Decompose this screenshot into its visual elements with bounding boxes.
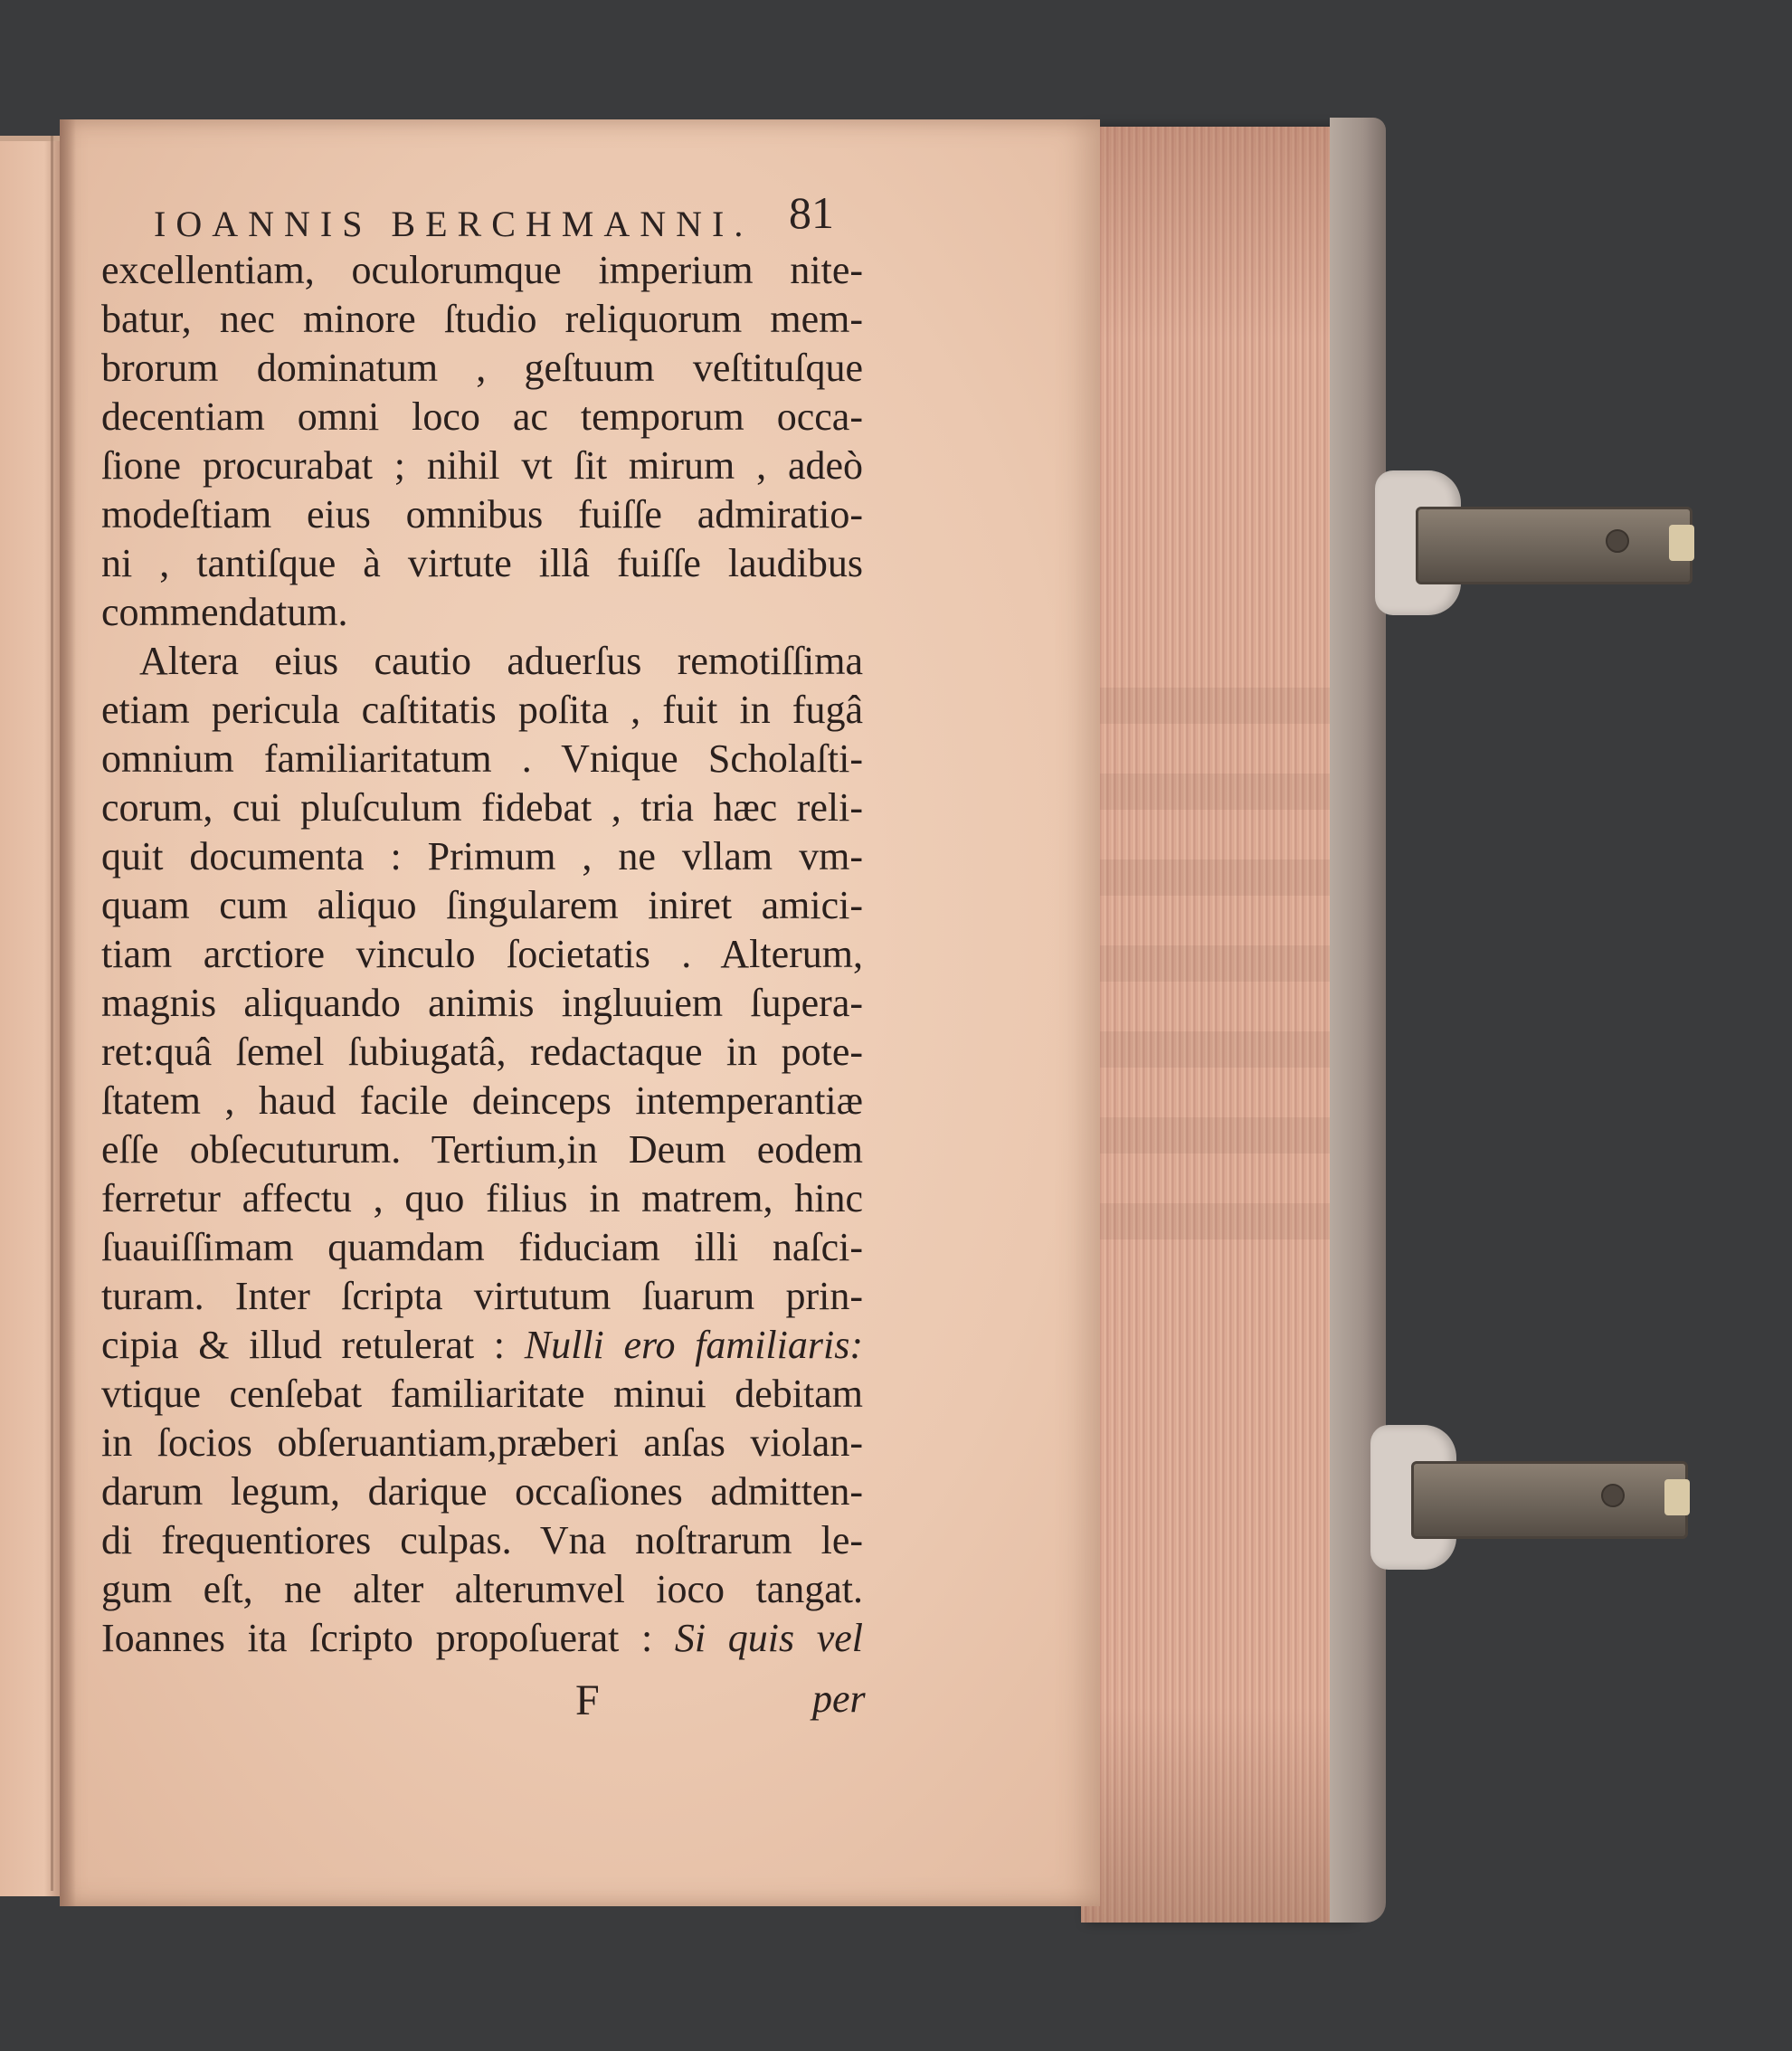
- italic-quote: Nulli ero familiaris:: [524, 1323, 864, 1367]
- text-line: ſtatem , haud facile deinceps intemperantiæ: [101, 1078, 863, 1123]
- text-line: ſuauiſſimam quamdam fiduciam illi naſci-: [101, 1225, 863, 1269]
- page-number: 81: [789, 187, 834, 238]
- text-line: di frequentiores culpas. Vna noſtrarum le-: [101, 1518, 863, 1562]
- fore-edge-bleed-through: [1095, 688, 1348, 1267]
- text-line: ferretur affectu , quo filius in matrem, hinc: [101, 1176, 863, 1220]
- text-line: Altera eius cautio aduerſus remotiſſima: [139, 639, 863, 683]
- text-line: decentiam omni loco ac temporum occa-: [101, 394, 863, 439]
- body-text: [101, 246, 863, 1663]
- previous-page-edge: [0, 136, 63, 1896]
- text-segment: cipia & illud retulerat :: [101, 1323, 506, 1367]
- text-line: gum eſt, ne alter alterumvel ioco tangat.: [101, 1567, 863, 1611]
- text-line: darum legum, darique occaſiones admitten-: [101, 1469, 863, 1514]
- clasp-hook-icon: [1669, 525, 1694, 561]
- text-line: omnium familiaritatum . Vnique Scholaſti-: [101, 736, 863, 781]
- clasp-hook-icon: [1664, 1479, 1690, 1515]
- lower-clasp: [1370, 1448, 1696, 1547]
- text-line: modeſtiam eius omnibus fuiſſe admiratio-: [101, 492, 863, 536]
- text-line-mixed: [101, 1321, 863, 1370]
- clasp-rivet-icon: [1601, 1484, 1625, 1507]
- text-line: etiam pericula caſtitatis poſita , fuit in fugâ: [101, 688, 863, 732]
- text-line: quit documenta : Primum , ne vllam vm-: [101, 834, 863, 878]
- text-line-mixed: [101, 1614, 863, 1663]
- text-line: turam. Inter ſcripta virtutum ſuarum prin-: [101, 1274, 863, 1318]
- italic-quote: Si quis vel: [674, 1616, 863, 1660]
- clasp-rivet-icon: [1606, 529, 1629, 553]
- clasp-strap: [1416, 507, 1692, 584]
- text-line: corum, cui pluſculum fidebat , tria hæc reli-: [101, 785, 863, 830]
- text-line: tiam arctiore vinculo ſocietatis . Alterum,: [101, 932, 863, 976]
- signature-mark: F: [575, 1676, 600, 1724]
- text-segment: Ioannes ita ſcripto propoſuerat :: [101, 1616, 653, 1660]
- clasp-strap: [1411, 1461, 1688, 1539]
- text-line: commendatum.: [101, 590, 348, 634]
- book-cover-edge: [1330, 118, 1386, 1923]
- text-line: batur, nec minore ſtudio reliquorum mem-: [101, 297, 863, 341]
- previous-page-rule: [51, 136, 53, 1891]
- text-line: magnis aliquando animis ingluuiem ſupera-: [101, 981, 863, 1025]
- text-line: vtique cenſebat familiaritate minui debitam: [101, 1372, 863, 1416]
- text-line: excellentiam, oculorumque imperium nite-: [101, 248, 863, 292]
- page-gutter: [60, 119, 76, 1906]
- text-line: in ſocios obſeruantiam,præberi anſas violan-: [101, 1420, 863, 1465]
- text-line: brorum dominatum , geſtuum veſtituſque: [101, 346, 863, 390]
- text-line: ni , tantiſque à virtute illâ fuiſſe laudibus: [101, 541, 863, 585]
- upper-clasp: [1375, 493, 1701, 593]
- text-line: quam cum aliquo ſingularem iniret amici-: [101, 883, 863, 927]
- text-line: ſione procurabat ; nihil vt ſit mirum , adeò: [101, 443, 863, 488]
- catchword: per: [812, 1676, 866, 1721]
- running-head: IOANNIS BERCHMANNI.: [154, 204, 754, 244]
- text-line: ret:quâ ſemel ſubiugatâ, redactaque in pote-: [101, 1030, 863, 1074]
- text-line: eſſe obſecuturum. Tertium,in Deum eodem: [101, 1127, 863, 1172]
